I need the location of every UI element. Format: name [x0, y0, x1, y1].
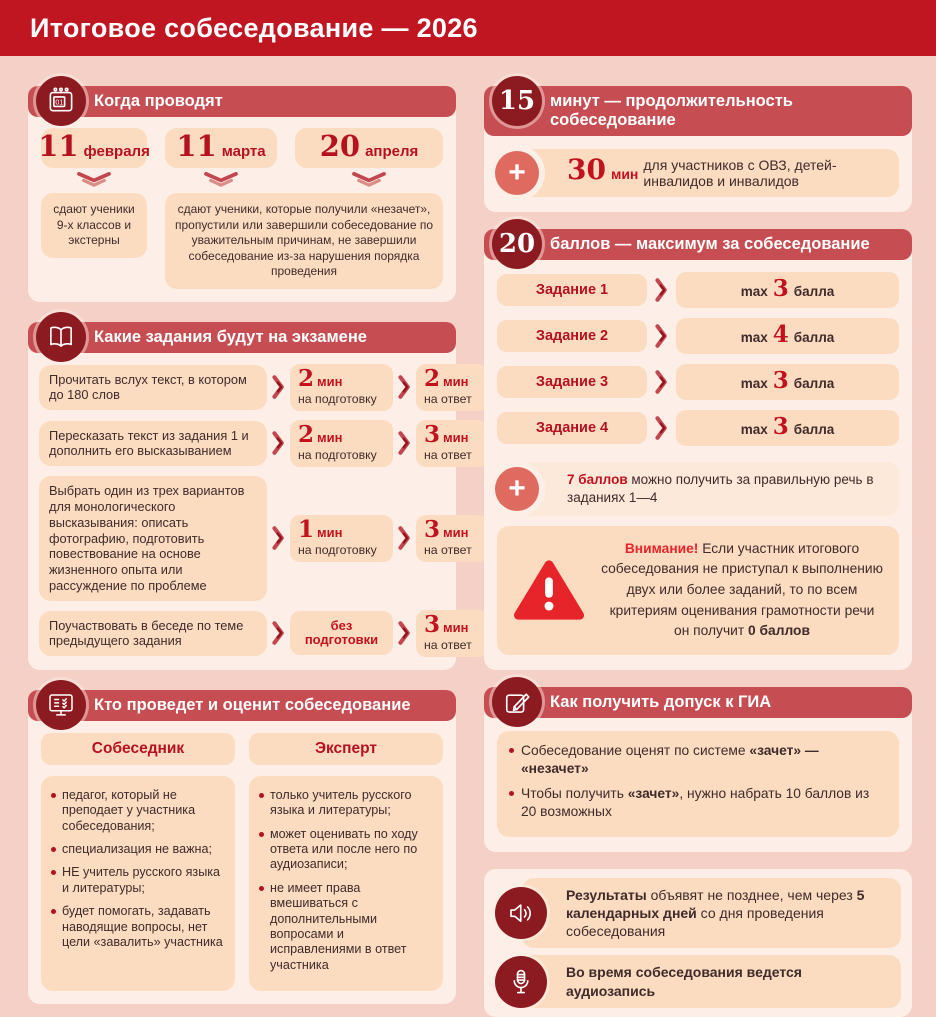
- results-days-bold: 5 календарных дней: [566, 886, 865, 921]
- when-grid: [28, 117, 456, 302]
- microphone-icon: [495, 956, 547, 1008]
- chevron-down-icon: [295, 168, 443, 193]
- results-bold: Результаты: [566, 886, 647, 903]
- date-box-february: [38, 128, 150, 168]
- warning-box: [497, 526, 899, 655]
- item-pre: Собеседование оценят по системе: [521, 743, 750, 759]
- who-card-title: Кто проведет и оценит собеседование: [94, 695, 411, 714]
- max-word: max: [740, 376, 768, 391]
- task-label: Задание 1: [497, 274, 647, 306]
- extra-time-box: [508, 149, 899, 197]
- bonus-bold: 7 баллов: [567, 472, 628, 487]
- task-rows: [28, 353, 472, 670]
- chevron-right-icon: [655, 277, 668, 303]
- prep-time-box: [290, 364, 393, 411]
- number-20-badge: 20: [492, 219, 542, 269]
- duration-card-header: [484, 86, 912, 136]
- chevron-right-icon: [655, 369, 668, 395]
- audio-text: Во время собеседования ведется аудиозапись: [566, 964, 802, 999]
- max-word: max: [740, 284, 768, 299]
- task-label: Задание 2: [497, 320, 647, 352]
- list-item: будет помогать, задавать наводящие вопросы, нет цели «завалить» участника: [49, 904, 226, 950]
- extra-minutes: 30: [567, 153, 606, 186]
- task-label: Задание 3: [497, 366, 647, 398]
- prep-label: на подготовку: [298, 391, 377, 406]
- item-pre: Чтобы получить: [521, 785, 628, 801]
- results-mid: объявят не позднее, чем через: [646, 886, 857, 903]
- when-card-header: [28, 86, 456, 117]
- list-item: [507, 785, 887, 821]
- points-card-title: баллов — максимум за собеседование: [550, 235, 870, 253]
- task-row: [39, 364, 472, 411]
- answer-minutes: 3: [424, 515, 441, 543]
- answer-time-box: [416, 515, 488, 562]
- answer-minutes: 3: [424, 610, 441, 638]
- score-number: 3: [772, 367, 789, 394]
- date-month: февраля: [83, 143, 150, 160]
- chevron-right-icon: [655, 323, 668, 349]
- warning-triangle-icon: [513, 557, 585, 623]
- prep-minutes: 2: [298, 364, 315, 392]
- open-book-icon: [36, 312, 86, 362]
- answer-unit: мин: [443, 429, 469, 445]
- who-card: [28, 690, 456, 1004]
- chevron-right-icon: [272, 374, 285, 400]
- when-card-title: Когда проводят: [94, 92, 223, 110]
- who-grid: [28, 721, 456, 1004]
- item-post: , нужно набрать 10 баллов из 20 возможных: [521, 785, 870, 819]
- max-score-box: [676, 272, 899, 308]
- item-bold: «зачет»: [627, 785, 680, 801]
- audio-box: [522, 955, 901, 1007]
- list-item: может оценивать по ходу ответа или после него по аудиозаписи;: [257, 827, 434, 873]
- prep-label: на подготовку: [298, 542, 377, 557]
- number-15-badge: 15: [492, 76, 542, 126]
- note-first-date: сдают ученики 9-х классов и экстерны: [41, 193, 147, 258]
- score-number: 4: [772, 321, 789, 348]
- score-row: [497, 364, 899, 400]
- score-number: 3: [772, 275, 789, 302]
- prep-time-box: [290, 611, 393, 655]
- warning-text: [601, 539, 883, 642]
- results-audio-card: [484, 869, 912, 1017]
- task-row: [39, 420, 472, 467]
- answer-unit: мин: [443, 373, 469, 389]
- prep-unit: мин: [317, 373, 343, 389]
- expert-heading: Эксперт: [249, 733, 443, 765]
- score-row: [497, 318, 899, 354]
- chevron-right-icon: [398, 430, 411, 456]
- chevron-right-icon: [272, 620, 285, 646]
- answer-label: на ответ: [424, 391, 472, 406]
- date-month: апреля: [365, 143, 419, 160]
- score-rows: [484, 260, 912, 450]
- chevron-right-icon: [272, 525, 285, 551]
- answer-unit: мин: [443, 619, 469, 635]
- warning-zero: 0 баллов: [748, 623, 810, 639]
- answer-label: на ответ: [424, 637, 472, 652]
- duration-card: [484, 86, 912, 212]
- admission-card-title: Как получить допуск к ГИА: [550, 693, 772, 712]
- task-row: [39, 476, 472, 601]
- admission-list: [507, 742, 887, 821]
- task-description: Пересказать текст из задания 1 и дополнить его высказыванием: [39, 421, 267, 467]
- date-box-march: [165, 128, 277, 168]
- prep-minutes: 1: [298, 515, 315, 543]
- points-card-header: [484, 229, 912, 260]
- task-label: Задание 4: [497, 412, 647, 444]
- chevron-right-icon: [398, 374, 411, 400]
- warning-rest: Если участник итогового собеседования не приступал к выполнению двух или более заданий, то по всем критериям оценивания грамотности речи он получит: [601, 540, 883, 639]
- note-other-dates: сдают ученики, которые получили «незачет», пропустили или завершили собеседование по уважительным причинам, не завершили собеседование из-за нарушения порядка проведения: [165, 193, 443, 289]
- chevron-right-icon: [655, 415, 668, 441]
- prep-unit: мин: [317, 524, 343, 540]
- list-item: [507, 742, 887, 778]
- score-unit: балла: [793, 376, 835, 391]
- date-day: 20: [319, 129, 361, 163]
- task-description: Поучаствовать в беседе по теме предыдущего задания: [39, 611, 267, 657]
- answer-label: на ответ: [424, 542, 472, 557]
- answer-unit: мин: [443, 524, 469, 540]
- score-unit: балла: [793, 284, 835, 299]
- bonus-rest: можно получить за правильную речь в заданиях 1—4: [567, 472, 874, 505]
- chevron-right-icon: [398, 620, 411, 646]
- answer-minutes: 2: [424, 364, 441, 392]
- when-card: [28, 86, 456, 302]
- list-item: специализация не важна;: [49, 842, 226, 857]
- score-number: 3: [772, 413, 789, 440]
- extra-text: для участников с ОВЗ, детей-инвалидов и инвалидов: [643, 157, 837, 189]
- date-day: 11: [38, 129, 79, 163]
- task-description: Выбрать один из трех вариантов для монологического высказывания: описать фотографию, подготовить повествование на основе жизненного опыта или рассуждение по проблеме: [39, 476, 267, 601]
- date-month: марта: [221, 143, 266, 160]
- tasks-card-header: [28, 322, 456, 353]
- plus-icon: +: [495, 151, 539, 195]
- pencil-note-icon: [492, 677, 542, 727]
- chevron-down-icon: [165, 168, 277, 193]
- max-score-box: [676, 364, 899, 400]
- max-word: max: [740, 422, 768, 437]
- bonus-text: [567, 471, 887, 507]
- prep-minutes: 2: [298, 420, 315, 448]
- warning-bold: Внимание!: [624, 540, 699, 556]
- answer-label: на ответ: [424, 447, 472, 462]
- list-item: только учитель русского языка и литературы;: [257, 788, 434, 819]
- max-score-box: [676, 410, 899, 446]
- page-banner: [0, 0, 936, 56]
- date-box-april: [295, 128, 443, 168]
- score-unit: балла: [793, 422, 835, 437]
- duration-card-title: минут — продолжительность собеседование: [550, 92, 793, 129]
- admission-card-header: [484, 687, 912, 718]
- interlocutor-heading: Собеседник: [41, 733, 235, 765]
- page-title: Итоговое собеседование — 2026: [30, 12, 478, 43]
- list-item: педагог, который не преподает у участника собеседования;: [49, 788, 226, 834]
- prep-unit: без подготовки: [304, 617, 379, 648]
- task-row: [39, 610, 472, 657]
- score-row: [497, 272, 899, 308]
- answer-time-box: [416, 364, 488, 411]
- interlocutor-column: [41, 733, 235, 991]
- results-tail: со дня проведения собеседования: [566, 904, 824, 940]
- chevron-down-icon: [41, 168, 147, 193]
- chevron-right-icon: [398, 525, 411, 551]
- max-score-box: [676, 318, 899, 354]
- chevron-right-icon: [272, 430, 285, 456]
- list-item: не имеет права вмешиваться с дополнительными вопросами и исправлениями в ответ участника: [257, 881, 434, 973]
- item-bold: «зачет» — «незачет»: [521, 743, 819, 776]
- prep-label: на подготовку: [298, 447, 377, 462]
- expert-list: [249, 776, 443, 991]
- expert-column: [249, 733, 443, 991]
- extra-unit: мин: [610, 166, 639, 182]
- tasks-card: [28, 322, 472, 670]
- max-word: max: [740, 330, 768, 345]
- score-unit: балла: [793, 330, 835, 345]
- loudspeaker-icon: [495, 887, 547, 939]
- answer-time-box: [416, 420, 488, 467]
- who-card-header: [28, 690, 456, 721]
- points-card: [484, 229, 912, 670]
- answer-minutes: 3: [424, 420, 441, 448]
- interlocutor-list: [41, 776, 235, 991]
- monitor-checklist-icon: [36, 680, 86, 730]
- prep-unit: мин: [317, 429, 343, 445]
- results-text: [566, 886, 889, 941]
- prep-time-box: [290, 420, 393, 467]
- plus-icon: +: [495, 467, 539, 511]
- bonus-points-box: [508, 462, 899, 516]
- calendar-icon: [36, 76, 86, 126]
- date-day: 11: [176, 129, 217, 163]
- svg-text:01: 01: [55, 99, 64, 107]
- task-description: Прочитать вслух текст, в котором до 180 слов: [39, 365, 267, 411]
- score-row: [497, 410, 899, 446]
- list-item: НЕ учитель русского языка и литературы;: [49, 865, 226, 896]
- admission-rules-box: [497, 731, 899, 837]
- tasks-card-title: Какие задания будут на экзамене: [94, 327, 367, 346]
- left-column: [28, 86, 472, 1004]
- prep-time-box: [290, 515, 393, 562]
- admission-card: [484, 687, 912, 852]
- results-box: [522, 878, 901, 949]
- right-column: [484, 86, 912, 1017]
- answer-time-box: [416, 610, 488, 657]
